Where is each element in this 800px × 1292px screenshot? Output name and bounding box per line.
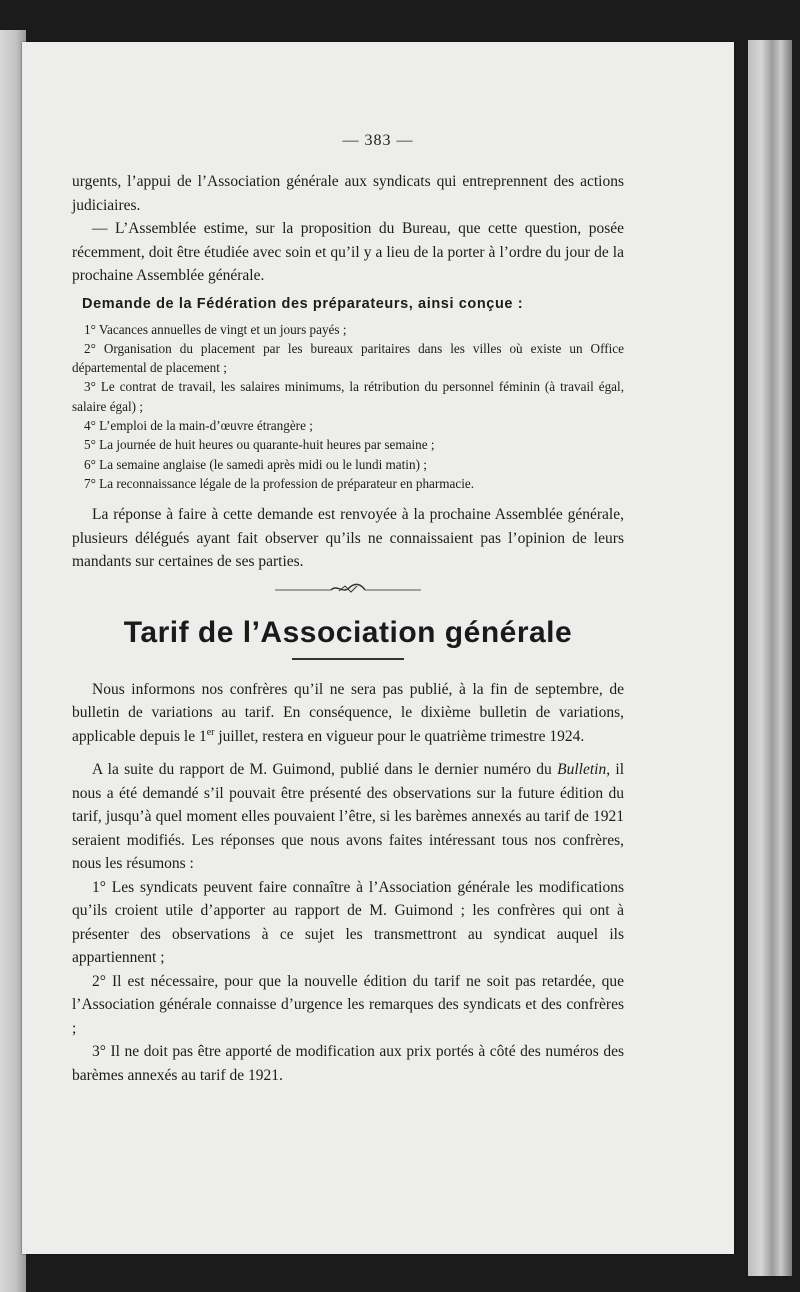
intro-paragraph-2: — L’Assemblée estime, sur la proposition du Bureau, que cette question, posée récemment, doit être étudiée avec soin et qu’il y a lieu de la porter à l’ordre du jour de la prochaine Assemblée générale.: [72, 220, 624, 284]
tarif-paragraph-1: [72, 678, 624, 749]
list-item: 7° La reconnaissance légale de la profession de préparateur en pharmacie.: [84, 475, 475, 491]
tarif-paragraph-2: [72, 758, 624, 876]
tarif-paragraph-1-end: juillet, restera en vigueur pour le quatrième trimestre 1924.: [214, 727, 585, 745]
list-item: 2° Organisation du placement par les bureaux paritaires dans les villes où existe un Office départemental de placement ;: [72, 340, 624, 376]
book-page: [22, 42, 734, 1254]
tarif-point-2: 2° Il est nécessaire, pour que la nouvelle édition du tarif ne soit pas retardée, que l’Association générale connaisse d’urgence les remarques des syndicats et des confrères ;: [72, 972, 624, 1037]
tarif-point-3: 3° Il ne doit pas être apporté de modification aux prix portés à côté des numéros des barèmes annexés au tarif de 1921.: [72, 1043, 624, 1084]
page-content: [72, 170, 624, 1087]
section-title: Tarif de l’Association générale: [123, 615, 573, 649]
tarif-paragraph-2-start: A la suite du rapport de M. Guimond, publié dans le dernier numéro du: [92, 761, 558, 779]
list-item: 5° La journée de huit heures ou quarante-huit heures par semaine ;: [84, 437, 435, 453]
demande-list: [72, 320, 624, 494]
list-item: 1° Vacances annuelles de vingt et un jours payés ;: [84, 321, 347, 337]
page-stack-edge: [748, 40, 792, 1276]
intro-paragraph-1: urgents, l’appui de l’Association générale aux syndicats qui entreprennent des actions judiciaires.: [72, 173, 624, 214]
title-underline: [292, 658, 404, 660]
list-item: 6° La semaine anglaise (le samedi après midi ou le lundi matin) ;: [84, 456, 427, 472]
ordinal-suffix: er: [206, 726, 215, 738]
demande-heading: Demande de la Fédération des préparateurs, ainsi conçue :: [82, 295, 524, 312]
tarif-paragraph-1-start: Nous informons nos confrères qu’il ne sera pas publié, à la fin de septembre, de bulletin de variations au tarif. En conséquence, le dixième bulletin de variations, applicable depuis le 1: [72, 680, 624, 745]
ornament-divider: [273, 582, 423, 596]
reponse-paragraph: La réponse à faire à cette demande est renvoyée à la prochaine Assemblée générale, plusieurs délégués ayant fait observer qu’ils ne connaissaient pas l’opinion de leurs mandants sur certaines de ses parties.: [72, 506, 624, 571]
bulletin-italic: Bulletin: [557, 761, 607, 779]
tarif-paragraph-2-end: , il nous a été demandé s’il pouvait être présenté des observations sur la future édition du tarif, jusqu’à quel moment elles pouvaient l’être, si les barèmes annexés au tarif de 1921 seraient modifiés. Les réponses que nous avons faites intéressant tous nos confrères, nous les résumons :: [72, 761, 624, 873]
list-item: 3° Le contrat de travail, les salaires minimums, la rétribution du personnel féminin (à travail égal, salaire égal) ;: [72, 379, 624, 414]
tarif-point-1: 1° Les syndicats peuvent faire connaître à l’Association générale les modifications qu’ils croient utile d’apporter au rapport de M. Guimond ; les confrères qui ont à présenter des observations à ce sujet les transmettront au syndicat auquel ils appartiennent ;: [72, 878, 624, 967]
list-item: 4° L’emploi de la main-d’œuvre étrangère ;: [84, 417, 313, 433]
page-number: — 383 —: [342, 132, 414, 149]
